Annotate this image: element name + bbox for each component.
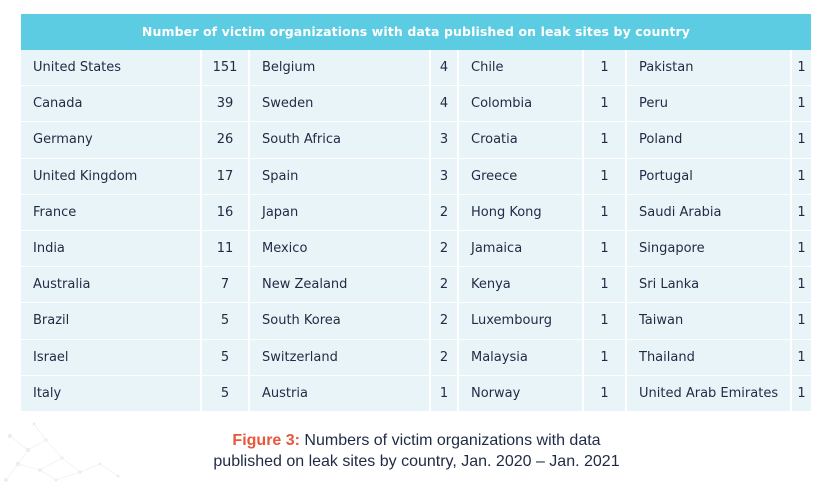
country-name-cell: United Arab Emirates bbox=[627, 376, 792, 412]
table-row bbox=[21, 86, 811, 122]
country-name-cell: Colombia bbox=[459, 86, 584, 122]
org-count-cell: 39 bbox=[202, 86, 250, 122]
country-name-cell: Taiwan bbox=[627, 303, 792, 339]
country-name-cell: South Korea bbox=[250, 303, 431, 339]
org-count-cell: 4 bbox=[431, 50, 459, 86]
org-count-cell: 1 bbox=[792, 195, 811, 231]
org-count-cell: 16 bbox=[202, 195, 250, 231]
org-count-cell: 3 bbox=[431, 159, 459, 195]
org-count-cell: 11 bbox=[202, 231, 250, 267]
org-count-cell: 1 bbox=[584, 86, 627, 122]
org-count-cell: 3 bbox=[431, 122, 459, 158]
org-count-cell: 1 bbox=[431, 376, 459, 412]
country-name-cell: Malaysia bbox=[459, 340, 584, 376]
table-row bbox=[21, 303, 811, 339]
org-count-cell: 1 bbox=[584, 122, 627, 158]
country-name-cell: Austria bbox=[250, 376, 431, 412]
country-name-cell: United Kingdom bbox=[21, 159, 202, 195]
table-body bbox=[21, 50, 811, 412]
table-row bbox=[21, 159, 811, 195]
org-count-cell: 1 bbox=[584, 340, 627, 376]
table-row bbox=[21, 195, 811, 231]
country-name-cell: Norway bbox=[459, 376, 584, 412]
org-count-cell: 1 bbox=[792, 231, 811, 267]
country-name-cell: Italy bbox=[21, 376, 202, 412]
org-count-cell: 1 bbox=[792, 50, 811, 86]
org-count-cell: 17 bbox=[202, 159, 250, 195]
org-count-cell: 2 bbox=[431, 195, 459, 231]
org-count-cell: 5 bbox=[202, 340, 250, 376]
figure-caption bbox=[0, 430, 833, 472]
country-name-cell: Switzerland bbox=[250, 340, 431, 376]
country-name-cell: Greece bbox=[459, 159, 584, 195]
org-count-cell: 1 bbox=[584, 303, 627, 339]
org-count-cell: 1 bbox=[792, 340, 811, 376]
country-name-cell: Pakistan bbox=[627, 50, 792, 86]
country-name-cell: New Zealand bbox=[250, 267, 431, 303]
org-count-cell: 1 bbox=[584, 267, 627, 303]
country-name-cell: Hong Kong bbox=[459, 195, 584, 231]
country-name-cell: Spain bbox=[250, 159, 431, 195]
org-count-cell: 2 bbox=[431, 267, 459, 303]
org-count-cell: 1 bbox=[584, 376, 627, 412]
table-title: Number of victim organizations with data published on leak sites by country bbox=[21, 14, 811, 50]
country-name-cell: Kenya bbox=[459, 267, 584, 303]
country-name-cell: Australia bbox=[21, 267, 202, 303]
org-count-cell: 5 bbox=[202, 303, 250, 339]
org-count-cell: 1 bbox=[792, 122, 811, 158]
country-name-cell: Sri Lanka bbox=[627, 267, 792, 303]
table-row bbox=[21, 50, 811, 86]
country-name-cell: France bbox=[21, 195, 202, 231]
country-name-cell: Jamaica bbox=[459, 231, 584, 267]
country-name-cell: Japan bbox=[250, 195, 431, 231]
org-count-cell: 26 bbox=[202, 122, 250, 158]
country-name-cell: Singapore bbox=[627, 231, 792, 267]
org-count-cell: 2 bbox=[431, 231, 459, 267]
org-count-cell: 1 bbox=[792, 376, 811, 412]
country-name-cell: Saudi Arabia bbox=[627, 195, 792, 231]
country-name-cell: Sweden bbox=[250, 86, 431, 122]
country-name-cell: Peru bbox=[627, 86, 792, 122]
country-name-cell: Chile bbox=[459, 50, 584, 86]
org-count-cell: 1 bbox=[584, 159, 627, 195]
country-name-cell: Belgium bbox=[250, 50, 431, 86]
country-name-cell: United States bbox=[21, 50, 202, 86]
org-count-cell: 1 bbox=[792, 159, 811, 195]
org-count-cell: 1 bbox=[584, 50, 627, 86]
country-name-cell: South Africa bbox=[250, 122, 431, 158]
table-row bbox=[21, 340, 811, 376]
org-count-cell: 1 bbox=[584, 195, 627, 231]
org-count-cell: 5 bbox=[202, 376, 250, 412]
table-row bbox=[21, 231, 811, 267]
org-count-cell: 2 bbox=[431, 303, 459, 339]
org-count-cell: 151 bbox=[202, 50, 250, 86]
country-name-cell: Luxembourg bbox=[459, 303, 584, 339]
country-name-cell: Croatia bbox=[459, 122, 584, 158]
country-name-cell: Israel bbox=[21, 340, 202, 376]
country-name-cell: Portugal bbox=[627, 159, 792, 195]
country-name-cell: Mexico bbox=[250, 231, 431, 267]
org-count-cell: 1 bbox=[792, 86, 811, 122]
country-counts-table bbox=[21, 50, 811, 412]
country-name-cell: Canada bbox=[21, 86, 202, 122]
org-count-cell: 1 bbox=[584, 231, 627, 267]
org-count-cell: 7 bbox=[202, 267, 250, 303]
org-count-cell: 1 bbox=[792, 267, 811, 303]
caption-line-2: published on leak sites by country, Jan. 2020 – Jan. 2021 bbox=[213, 453, 620, 470]
country-table bbox=[21, 14, 811, 412]
country-name-cell: Germany bbox=[21, 122, 202, 158]
table-row bbox=[21, 122, 811, 158]
table-row bbox=[21, 267, 811, 303]
table-row bbox=[21, 376, 811, 412]
caption-line-1: Numbers of victim organizations with data bbox=[299, 432, 601, 449]
country-name-cell: Brazil bbox=[21, 303, 202, 339]
country-name-cell: Poland bbox=[627, 122, 792, 158]
country-name-cell: Thailand bbox=[627, 340, 792, 376]
country-name-cell: India bbox=[21, 231, 202, 267]
org-count-cell: 4 bbox=[431, 86, 459, 122]
org-count-cell: 2 bbox=[431, 340, 459, 376]
org-count-cell: 1 bbox=[792, 303, 811, 339]
figure-label: Figure 3: bbox=[232, 432, 300, 449]
